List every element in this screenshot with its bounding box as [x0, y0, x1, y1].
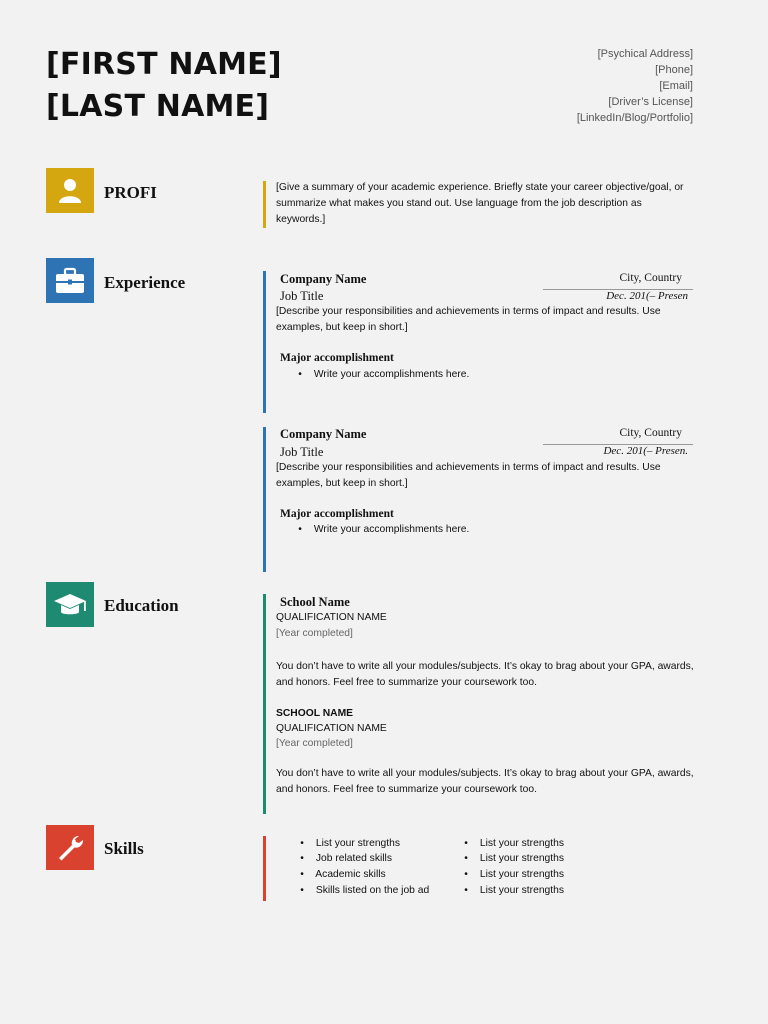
bullet-dot: • — [464, 853, 468, 864]
experience-bar-2 — [263, 427, 266, 572]
job2-description: [Describe your responsibilities and achievements in terms of impact and results. Use examples, but keep in short.] — [276, 462, 661, 489]
contact-phone: [Phone] — [655, 64, 693, 76]
profile-bar — [263, 181, 266, 228]
skills-bar — [263, 836, 266, 901]
bullet-dot: • — [298, 369, 302, 380]
last-name: [LAST NAME] — [46, 89, 270, 124]
job1-accomplishment: • Write your accomplishments here. — [289, 367, 469, 383]
profile-title: PROFI — [104, 183, 157, 202]
edu2-school: SCHOOL NAME — [276, 708, 354, 719]
bullet-dot: • — [298, 524, 302, 535]
edu1-year: [Year completed] — [276, 628, 353, 639]
skills-left-item: • Academic skills — [291, 867, 386, 883]
job1-major-label: Major accomplishment — [280, 352, 394, 364]
user-icon — [55, 176, 85, 206]
contact-block — [577, 46, 693, 126]
wrench-icon — [55, 833, 85, 863]
profile-icon-box — [46, 168, 94, 213]
edu1-description: You don’t have to write all your modules/subjects. It’s okay to brag about your GPA, awards, and honors. Feel free to summarize your coursework too. — [276, 661, 694, 688]
full-name — [46, 44, 282, 128]
skills-title: Skills — [104, 839, 144, 858]
skills-right-item: • List your strengths — [455, 851, 564, 867]
bullet-dot: • — [300, 853, 304, 864]
bullet-dot: • — [464, 869, 468, 880]
education-bar — [263, 594, 266, 814]
contact-license: [Driver’s License] — [608, 96, 693, 108]
experience-bar-1 — [263, 271, 266, 413]
job1-dates: Dec. 201(– Presen — [606, 290, 688, 302]
edu1-qualification: QUALIFICATION NAME — [276, 612, 387, 623]
job2-dates: Dec. 201(– Presen. — [603, 445, 688, 457]
skills-left-item: • Skills listed on the job ad — [291, 883, 429, 899]
first-name: [FIRST NAME] — [46, 47, 282, 82]
job2-company: Company Name — [280, 427, 367, 441]
edu1-school: School Name — [280, 595, 350, 609]
bullet-dot: • — [300, 885, 304, 896]
skills-right-item: • List your strengths — [455, 836, 564, 852]
skills-left-item: • List your strengths — [291, 836, 400, 852]
profile-summary: [Give a summary of your academic experience. Briefly state your career objective/goal, or summarize what makes you stand out. Use language from the job description as keywords.] — [276, 182, 684, 225]
skills-icon-box — [46, 825, 94, 870]
skills-right-item: • List your strengths — [455, 883, 564, 899]
briefcase-icon — [54, 267, 86, 295]
job2-location: City, Country — [619, 427, 682, 439]
experience-icon-box — [46, 258, 94, 303]
skills-right-item: • List your strengths — [455, 867, 564, 883]
contact-address: [Psychical Address] — [597, 48, 693, 60]
bullet-dot: • — [300, 838, 304, 849]
education-icon-box — [46, 582, 94, 627]
bullet-dot: • — [300, 869, 304, 880]
contact-links: [LinkedIn/Blog/Portfolio] — [576, 112, 693, 124]
job2-accomplishment: • Write your accomplishments here. — [289, 522, 469, 538]
edu2-qualification: QUALIFICATION NAME — [276, 723, 387, 734]
job2-title: Job Title — [280, 445, 324, 459]
job1-company: Company Name — [280, 272, 367, 286]
bullet-dot: • — [464, 838, 468, 849]
contact-email: [Email] — [659, 80, 693, 92]
edu2-year: [Year completed] — [276, 738, 353, 749]
education-title: Education — [104, 596, 179, 615]
skills-left-item: • Job related skills — [291, 851, 392, 867]
job2-major-label: Major accomplishment — [280, 508, 394, 520]
edu2-description: You don’t have to write all your modules/subjects. It’s okay to brag about your GPA, awards, and honors. Feel free to summarize your coursework too. — [276, 768, 694, 795]
bullet-dot: • — [464, 885, 468, 896]
experience-title: Experience — [104, 273, 186, 292]
job1-description: [Describe your responsibilities and achievements in terms of impact and results. Use examples, but keep in short.] — [276, 306, 661, 333]
graduation-cap-icon — [52, 591, 88, 619]
job1-title: Job Title — [280, 289, 324, 303]
job1-location: City, Country — [619, 272, 682, 284]
